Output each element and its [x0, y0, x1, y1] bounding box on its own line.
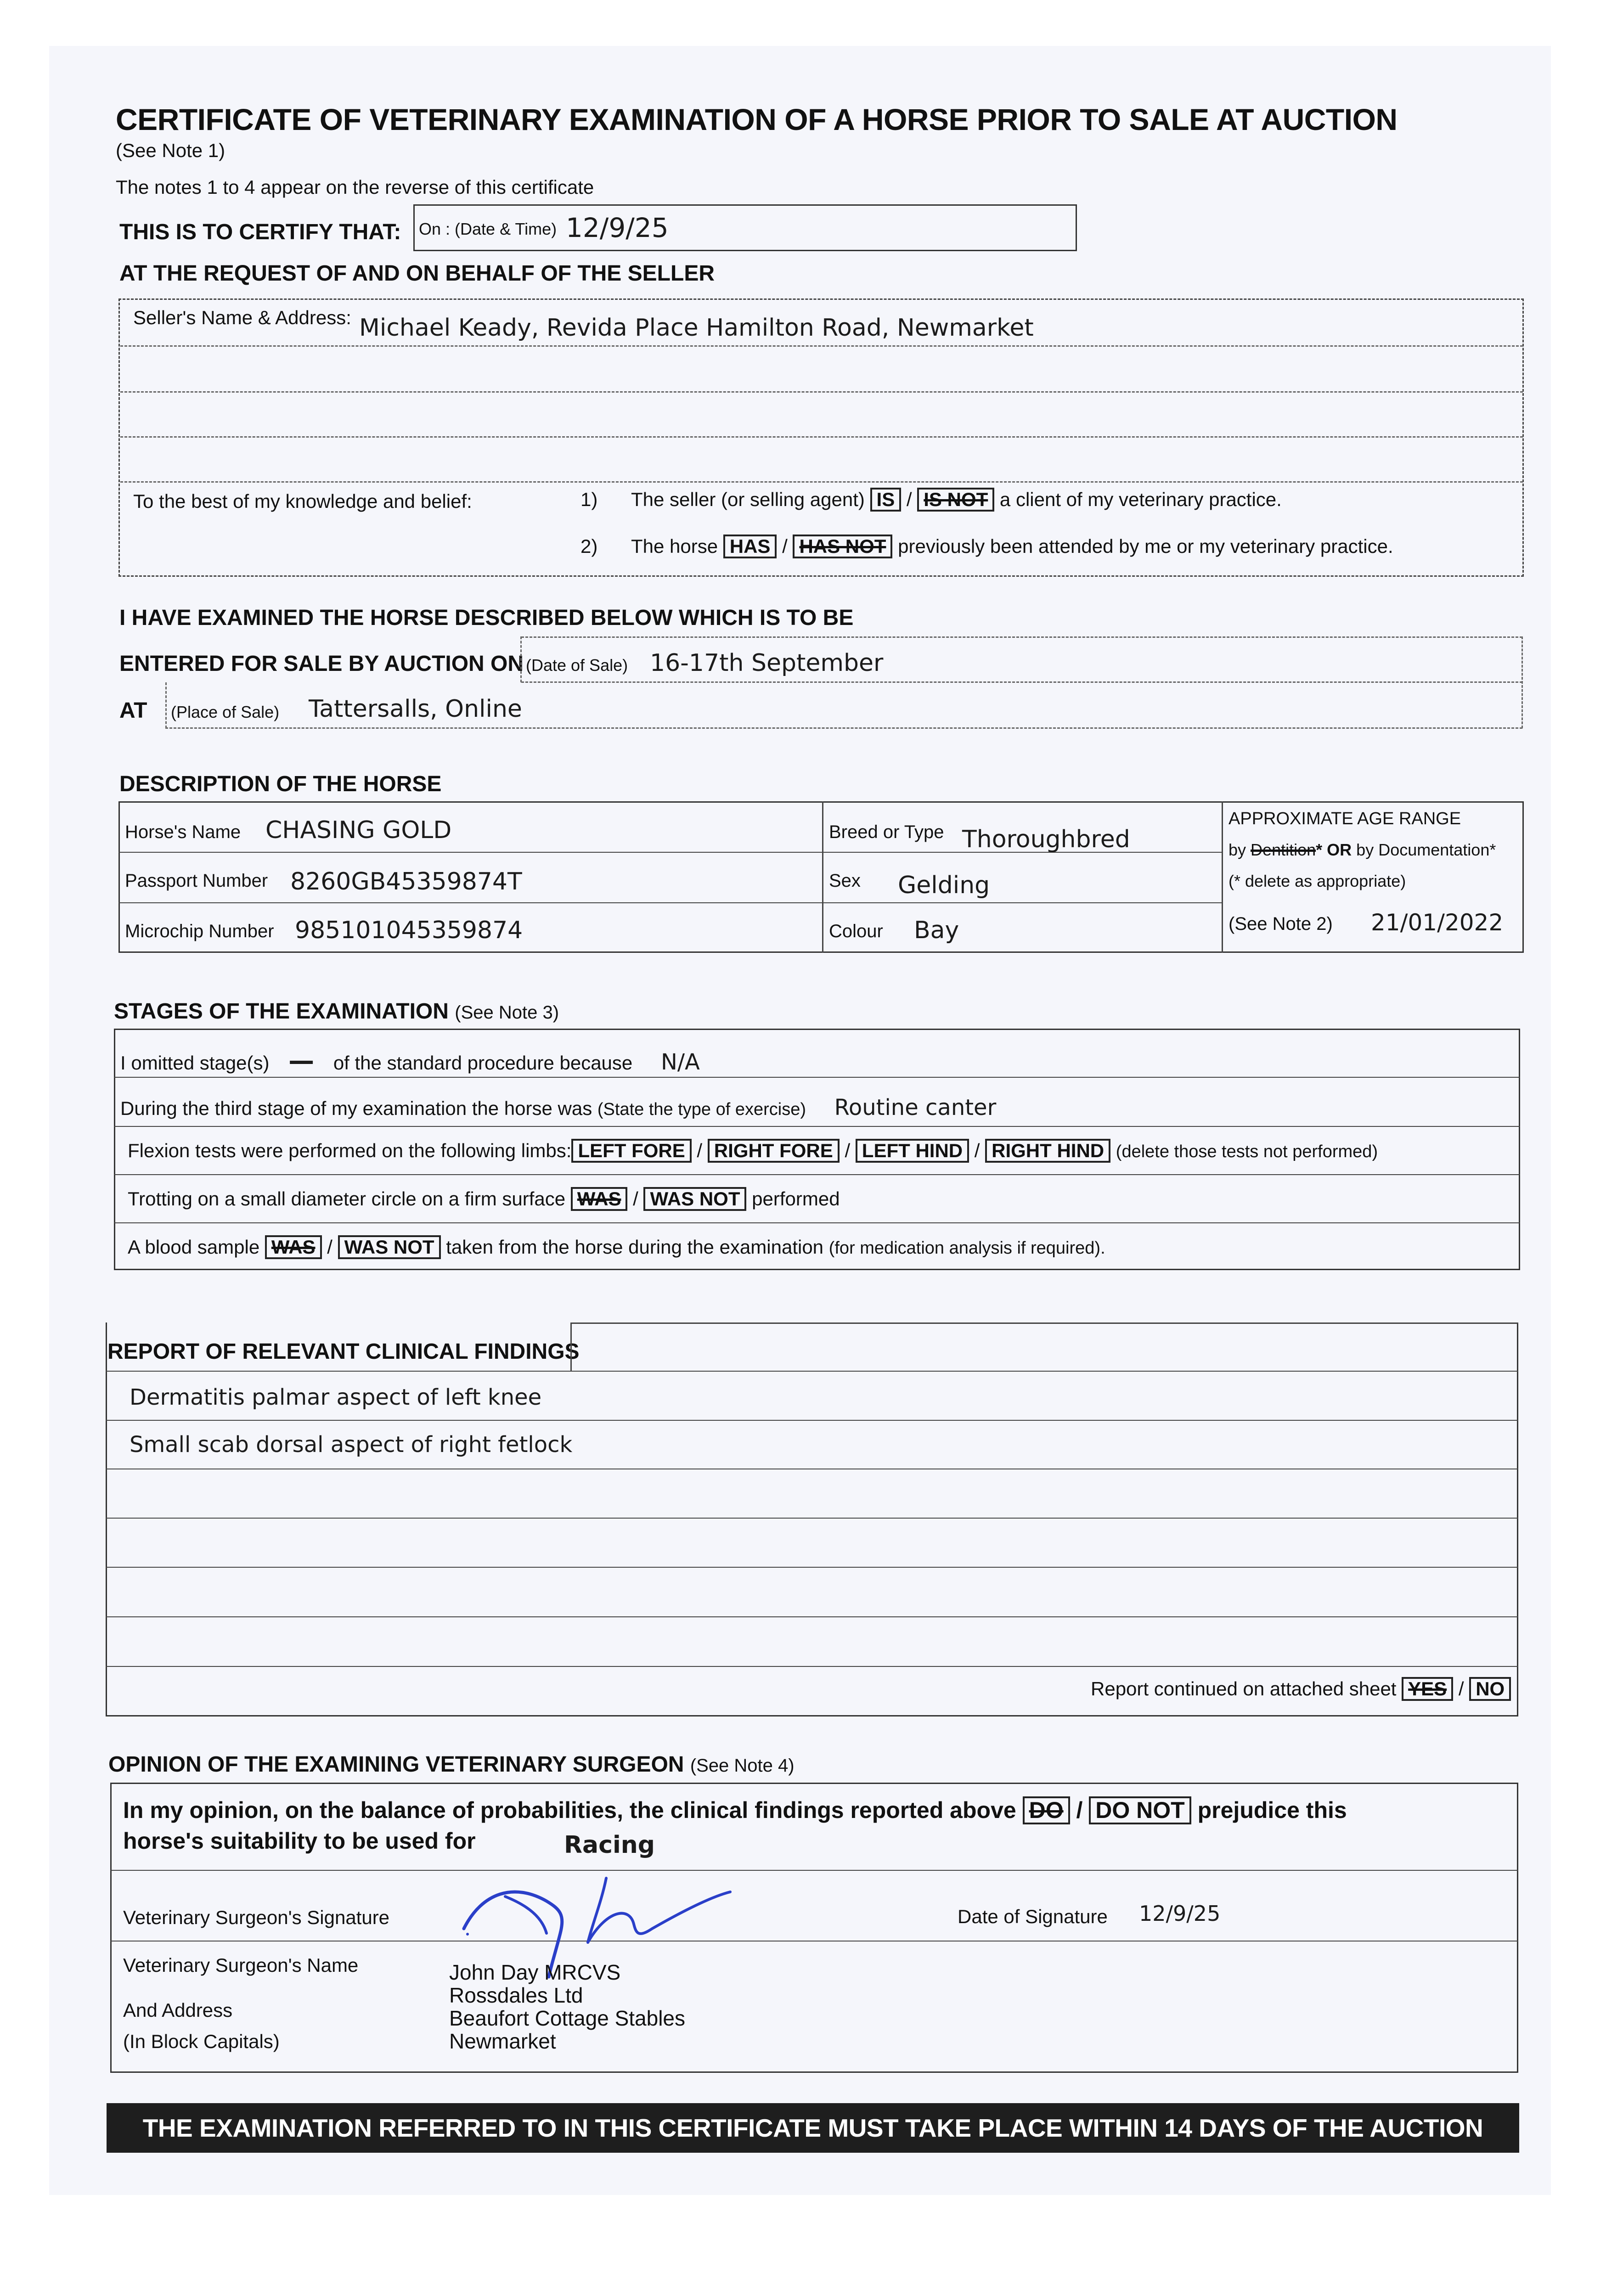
flexion-label: Flexion tests were performed on the following limbs:: [128, 1140, 572, 1161]
finding-line-2: Small scab dorsal aspect of right fetlock: [130, 1432, 573, 1458]
blood-label: A blood sample: [128, 1236, 260, 1258]
horse-name-value: CHASING GOLD: [265, 816, 452, 844]
item1-number: 1): [580, 489, 598, 510]
colour-label: Colour: [829, 921, 883, 941]
footer-text: THE EXAMINATION REFERRED TO IN THIS CERTIFICATE MUST TAKE PLACE WITHIN 14 DAYS OF THE AUCTION: [142, 2114, 1483, 2142]
report-table: [106, 1322, 1518, 1716]
blood-post: taken from the horse during the examination: [446, 1236, 824, 1258]
vet-address-label: And Address: [123, 1999, 233, 2021]
third-stage-value: Routine canter: [834, 1095, 997, 1120]
opinion-text-line-1: In my opinion, on the balance of probabilities, the clinical findings reported above DO / DO NOT prejudice this: [123, 1796, 1347, 1824]
item2-text-end: previously been attended by me or my veterinary practice.: [898, 535, 1393, 557]
breed-label: Breed or Type: [829, 822, 944, 842]
do-option-deleted[interactable]: DO: [1023, 1796, 1070, 1824]
knowledge-item-2: [580, 535, 1393, 558]
certify-label: THIS IS TO CERTIFY THAT:: [119, 220, 401, 244]
footer-banner: [107, 2103, 1519, 2153]
examined-line-1: I HAVE EXAMINED THE HORSE DESCRIBED BELOW WHICH IS TO BE: [119, 606, 854, 630]
item2-text: The horse: [631, 535, 718, 557]
age-see-note: (See Note 2): [1229, 914, 1333, 934]
sex-value: Gelding: [898, 872, 990, 899]
right-fore-option[interactable]: RIGHT FORE: [708, 1139, 840, 1163]
flexion-note: (delete those tests not performed): [1116, 1142, 1378, 1161]
right-hind-option[interactable]: RIGHT HIND: [985, 1139, 1110, 1163]
opinion-text: In my opinion, on the balance of probabilities, the clinical findings reported above: [123, 1797, 1016, 1823]
description-heading: DESCRIPTION OF THE HORSE: [119, 772, 442, 796]
opinion-text-line-2: horse's suitability to be used for: [123, 1828, 476, 1854]
is-not-option-deleted[interactable]: IS NOT: [917, 488, 994, 512]
third-stage-hint: (State the type of exercise): [597, 1100, 806, 1119]
horse-name-label: Horse's Name: [125, 822, 241, 842]
age-heading: APPROXIMATE AGE RANGE: [1229, 809, 1461, 828]
examined-line-2: ENTERED FOR SALE BY AUCTION ON: [119, 652, 524, 676]
blood-was-option-deleted[interactable]: WAS: [265, 1235, 322, 1259]
age-by: by: [1229, 840, 1246, 859]
vet-details: [449, 1961, 685, 2053]
vet-name-label: Veterinary Surgeon's Name: [123, 1954, 359, 1976]
trot-was-option-deleted[interactable]: WAS: [571, 1187, 628, 1211]
trot-was-not-option[interactable]: WAS NOT: [643, 1187, 746, 1211]
trot-row: Trotting on a small diameter circle on a firm surface WAS / WAS NOT performed: [128, 1187, 840, 1211]
continued-label: Report continued on attached sheet: [1091, 1678, 1397, 1699]
omitted-reason: N/A: [660, 1049, 700, 1075]
omitted-value: —: [288, 1046, 315, 1076]
age-or: * OR: [1316, 840, 1352, 859]
vet-address-line-2: Newmarket: [449, 2029, 556, 2053]
blood-was-not-option[interactable]: WAS NOT: [338, 1235, 441, 1259]
notes-line: The notes 1 to 4 appear on the reverse of this certificate: [116, 176, 594, 198]
vet-name: John Day MRCVS: [449, 1960, 621, 1984]
colour-value: Bay: [914, 917, 959, 944]
sex-label: Sex: [829, 871, 861, 891]
continued-no-option[interactable]: NO: [1469, 1677, 1511, 1701]
seller-label: Seller's Name & Address:: [133, 307, 351, 328]
passport-value: 8260GB45359874T: [290, 868, 522, 895]
opinion-title: OPINION OF THE EXAMINING VETERINARY SURGEON: [108, 1752, 684, 1777]
left-fore-option[interactable]: LEFT FORE: [571, 1139, 691, 1163]
knowledge-label: To the best of my knowledge and belief:: [133, 490, 472, 512]
trot-post: performed: [752, 1188, 840, 1210]
age-by-line: [1229, 840, 1496, 860]
certify-on-label: On : (Date & Time): [419, 219, 557, 238]
omitted-row: [120, 1046, 700, 1076]
request-line: AT THE REQUEST OF AND ON BEHALF OF THE SELLER: [119, 261, 715, 286]
third-stage-label: During the third stage of my examination the horse was: [120, 1097, 592, 1119]
opinion-heading: [108, 1752, 795, 1777]
stages-title: STAGES OF THE EXAMINATION: [114, 999, 449, 1024]
age-delete-note: (* delete as appropriate): [1229, 872, 1406, 890]
vet-practice: Rossdales Ltd: [449, 1983, 583, 2007]
left-hind-option[interactable]: LEFT HIND: [856, 1139, 969, 1163]
has-not-option-deleted[interactable]: HAS NOT: [793, 535, 892, 558]
certificate-title: CERTIFICATE OF VETERINARY EXAMINATION OF A HORSE PRIOR TO SALE AT AUCTION: [116, 102, 1398, 136]
see-note-1: (See Note 1): [116, 140, 225, 161]
stages-heading: [114, 999, 559, 1024]
omitted-because: of the standard procedure because: [333, 1052, 633, 1074]
stages-note: (See Note 3): [455, 1002, 559, 1023]
microchip-value: 985101045359874: [295, 917, 523, 944]
item1-text-end: a client of my veterinary practice.: [999, 489, 1282, 510]
third-stage-row: [120, 1095, 996, 1120]
has-option[interactable]: HAS: [723, 535, 777, 558]
place-value: Tattersalls, Online: [309, 695, 522, 723]
seller-value: Michael Keady, Revida Place Hamilton Road, Newmarket: [359, 314, 1034, 342]
flexion-row: Flexion tests were performed on the following limbs: LEFT FORE / RIGHT FORE / LEFT HIND / RIGHT HIND (delete those tests not performed): [128, 1139, 1378, 1163]
at-label: AT: [119, 698, 147, 723]
item2-separator: /: [782, 535, 788, 557]
trot-label: Trotting on a small diameter circle on a firm surface: [128, 1188, 566, 1210]
opinion-text-end: prejudice this: [1197, 1797, 1347, 1823]
item1-text: The seller (or selling agent): [631, 489, 865, 510]
omitted-label: I omitted stage(s): [120, 1052, 270, 1074]
microchip-label: Microchip Number: [125, 921, 274, 941]
is-option[interactable]: IS: [870, 488, 902, 512]
breed-value: Thoroughbred: [962, 826, 1130, 853]
knowledge-item-1: [580, 488, 1282, 512]
age-by-documentation: by Documentation*: [1356, 840, 1496, 859]
report-continued: Report continued on attached sheet YES / NO: [1091, 1677, 1511, 1701]
sale-date-value: 16-17th September: [650, 649, 884, 677]
use-value: Racing: [564, 1831, 655, 1859]
age-value: 21/01/2022: [1371, 909, 1504, 936]
place-label: (Place of Sale): [171, 703, 280, 721]
certify-on-value: 12/9/25: [566, 212, 669, 243]
finding-line-1: Dermatitis palmar aspect of left knee: [130, 1384, 542, 1410]
signature-label: Veterinary Surgeon's Signature: [123, 1907, 390, 1928]
block-capitals-note: (In Block Capitals): [123, 2031, 280, 2052]
continued-yes-option-deleted[interactable]: YES: [1402, 1677, 1453, 1701]
passport-label: Passport Number: [125, 871, 268, 891]
vet-address-line-1: Beaufort Cottage Stables: [449, 2006, 685, 2030]
blood-row: A blood sample WAS / WAS NOT taken from the horse during the examination (for medication analysis if required).: [128, 1235, 1105, 1259]
item1-separator: /: [906, 489, 912, 510]
blood-hint: (for medication analysis if required).: [828, 1238, 1105, 1258]
sale-date-label: (Date of Sale): [526, 656, 628, 675]
age-dentition-deleted: Dentition: [1251, 840, 1316, 859]
signature-date-value: 12/9/25: [1139, 1901, 1221, 1926]
report-heading: REPORT OF RELEVANT CLINICAL FINDINGS: [107, 1339, 580, 1364]
do-not-option[interactable]: DO NOT: [1089, 1796, 1191, 1824]
signature-date-label: Date of Signature: [958, 1906, 1108, 1927]
item2-number: 2): [580, 535, 598, 557]
opinion-note: (See Note 4): [690, 1756, 795, 1776]
